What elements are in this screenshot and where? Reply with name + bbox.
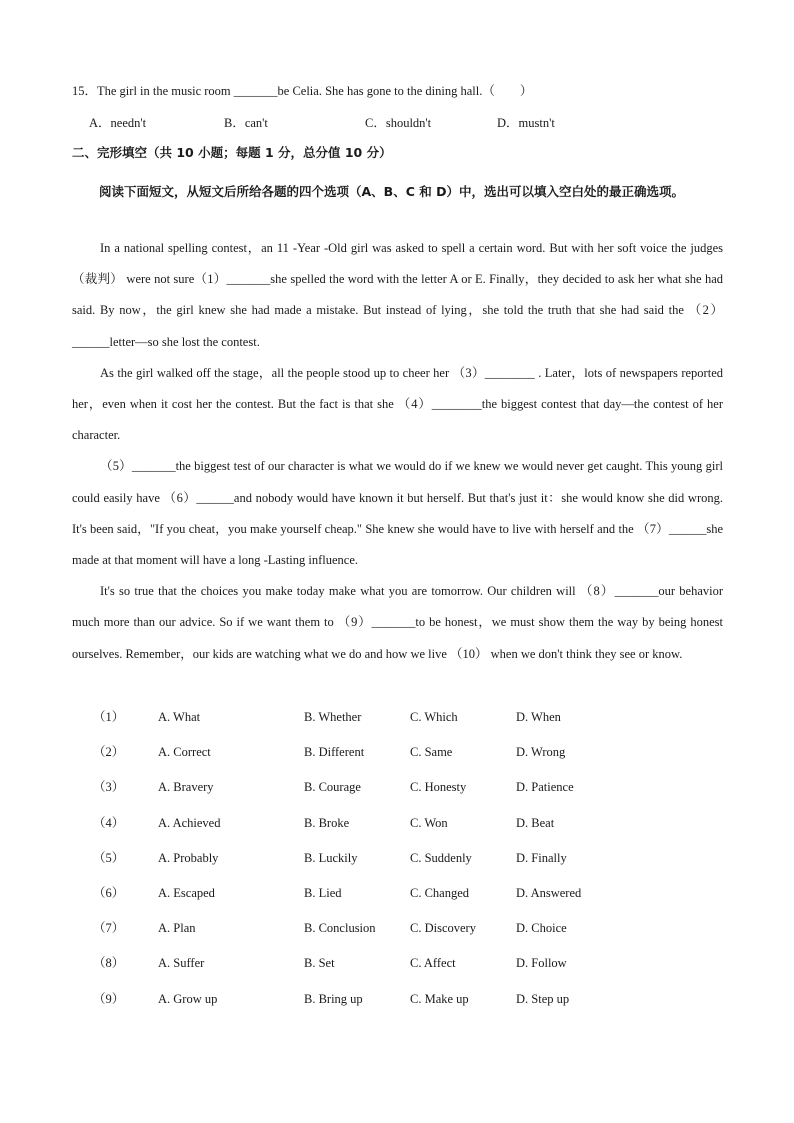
- option-number: （5）: [93, 850, 125, 865]
- option-row: [0, 880, 794, 915]
- q15-option-a: A．needn't: [89, 116, 147, 130]
- option-d: D. Answered: [516, 885, 582, 900]
- option-number: （1）: [93, 710, 125, 724]
- option-b: B. Different: [304, 745, 365, 760]
- option-a: A. Probably: [158, 850, 219, 865]
- passage-paragraph-2: As the girl walked off the stage，all the people stood up to cheer her （3）________ . Later，lots of newspapers reported her，even when it cost her the contest. But the fact is that she （4）________the biggest contest that day—the contest of her character.: [72, 365, 723, 443]
- option-number: （2）: [93, 745, 125, 760]
- option-row: [0, 950, 794, 985]
- option-b: B. Whether: [304, 710, 362, 724]
- passage-paragraph-1: In a national spelling contest，an 11 -Year -Old girl was asked to spell a certain word. But with her soft voice the judges（裁判） were not sure（1）_______she spelled the word with the letter A or E. Finally，they decided to ask her what she had said. By now，the girl knew she had made a mistake. But instead of lying，she told the truth that she had said the （2）______letter—so she lost the contest.: [72, 241, 723, 349]
- option-d: D. Choice: [516, 921, 567, 936]
- option-number: （6）: [93, 885, 125, 900]
- option-b: B. Set: [304, 956, 335, 971]
- option-d: D. Step up: [516, 991, 570, 1006]
- cloze-passage: [72, 233, 723, 670]
- option-c: C. Discovery: [410, 921, 476, 936]
- option-b: B. Luckily: [304, 850, 358, 865]
- option-number: （3）: [93, 780, 125, 795]
- option-d: D. When: [516, 710, 561, 724]
- question-15-options: [0, 114, 794, 132]
- option-a: A. What: [158, 710, 201, 724]
- option-a: A. Bravery: [158, 780, 214, 795]
- option-b: B. Courage: [304, 780, 361, 795]
- passage-paragraph-4: It's so true that the choices you make today make what you are tomorrow. Our children will （8）_______our behavior much more than our advice. So if we want them to （9）_______to be honest，we must show them the way by being honest ourselves. Remember，our kids are watching what we do and how we live （10） when we don't think they see or know.: [72, 584, 723, 661]
- cloze-options-table: [0, 704, 794, 1021]
- passage-paragraph-3: （5）_______the biggest test of our character is what we would do if we knew we would never get caught. This young girl could easily have （6）______and nobody would have known it but herself. But that's just it：she would know she did wrong. It's been said，"If you cheat，you make yourself cheap." She knew she would have to live with herself and the （7）______she made at that moment will have a long -Lasting influence.: [72, 459, 723, 568]
- option-a: A. Suffer: [158, 956, 205, 971]
- option-row: [0, 739, 794, 774]
- option-number: （7）: [93, 921, 125, 936]
- option-a: A. Correct: [158, 745, 211, 760]
- option-c: C. Affect: [410, 956, 456, 971]
- q15-option-b: B．can't: [224, 116, 268, 130]
- option-row: [0, 810, 794, 845]
- option-row: [0, 774, 794, 809]
- option-a: A. Plan: [158, 921, 196, 936]
- section-2-instruction: 阅读下面短文，从短文后所给各题的四个选项（A、B、C 和 D）中，选出可以填入空白处的最正确选项。: [99, 184, 684, 199]
- option-c: C. Honesty: [410, 780, 467, 795]
- option-d: D. Wrong: [516, 745, 566, 760]
- option-a: A. Achieved: [158, 815, 221, 830]
- option-row: [0, 845, 794, 880]
- option-a: A. Grow up: [158, 991, 218, 1006]
- option-b: B. Conclusion: [304, 921, 376, 936]
- section-2-heading: 二、完形填空（共 10 小题；每题 1 分，总分值 10 分）: [72, 145, 392, 160]
- option-row: [0, 915, 794, 950]
- option-row: [0, 986, 794, 1021]
- option-c: C. Changed: [410, 885, 470, 900]
- option-row: [0, 704, 794, 739]
- q15-option-c: C．shouldn't: [365, 116, 432, 130]
- option-d: D. Finally: [516, 850, 567, 865]
- question-15-stem: 15．The girl in the music room _______be Celia. She has gone to the dining hall.（ ）: [72, 84, 533, 98]
- option-d: D. Beat: [516, 815, 555, 830]
- option-d: D. Follow: [516, 956, 567, 971]
- q15-option-d: D．mustn't: [497, 116, 555, 130]
- option-b: B. Bring up: [304, 991, 363, 1006]
- option-number: （4）: [93, 815, 125, 830]
- option-a: A. Escaped: [158, 885, 215, 900]
- option-c: C. Same: [410, 745, 453, 760]
- option-d: D. Patience: [516, 780, 574, 795]
- option-c: C. Suddenly: [410, 850, 472, 865]
- option-c: C. Won: [410, 815, 448, 830]
- option-c: C. Which: [410, 710, 458, 724]
- option-number: （9）: [93, 991, 125, 1006]
- option-b: B. Lied: [304, 885, 342, 900]
- option-c: C. Make up: [410, 991, 469, 1006]
- option-number: （8）: [93, 956, 125, 971]
- option-b: B. Broke: [304, 815, 350, 830]
